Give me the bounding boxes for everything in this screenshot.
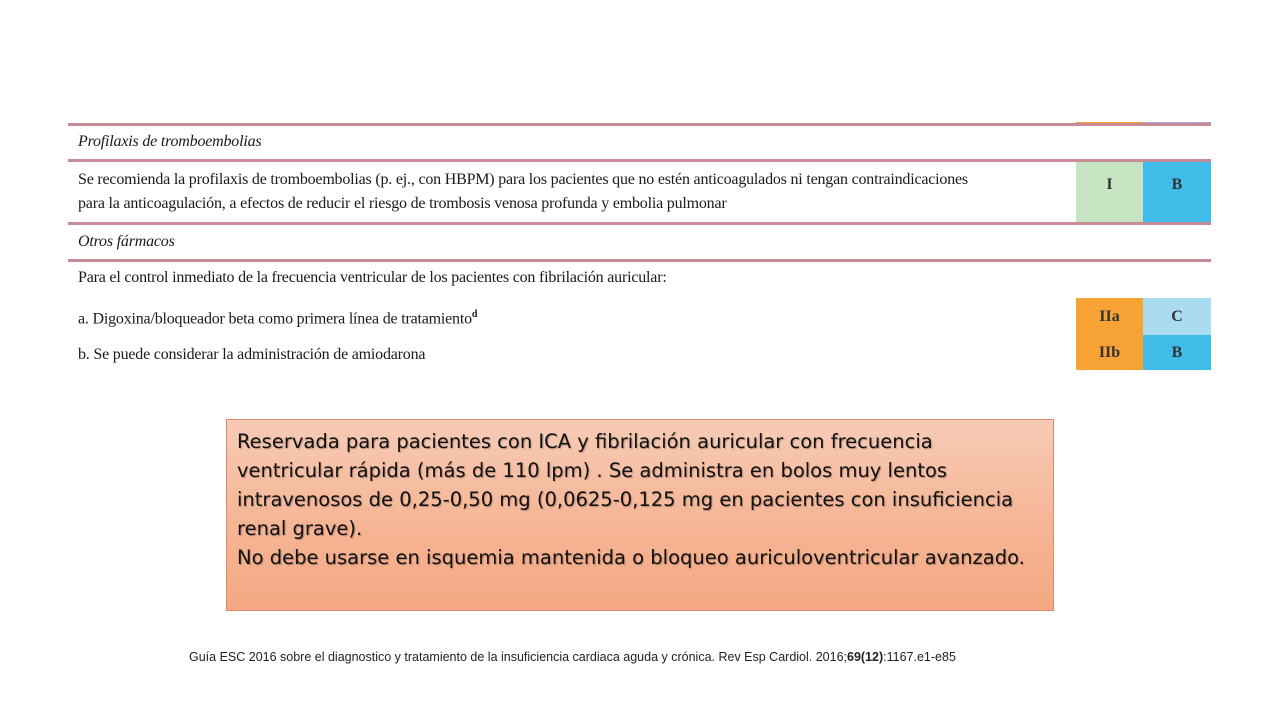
recommendation-b: b. Se puede considerar la administración de amiodarona bbox=[78, 346, 426, 363]
class-cell-I: I bbox=[1076, 162, 1143, 222]
note-paragraph-2: No debe usarse en isquemia mantenida o bloqueo auriculoventricular avanzado. bbox=[237, 546, 1025, 569]
section-title-other-drugs: Otros fármacos bbox=[78, 233, 175, 250]
recommendation-intro: Para el control inmediato de la frecuencia ventricular de los pacientes con fibrilación auricular: bbox=[78, 269, 667, 286]
recommendation-a-row bbox=[78, 309, 477, 328]
note-paragraph-1: Reservada para pacientes con ICA y fibrilación auricular con frecuencia ventricular rápida (más de 110 lpm) . Se administra en bolos muy lentos intravenosos de 0,25-0,50 mg (0,0625-0,125 mg en pacientes con insuficiencia renal grave). bbox=[237, 430, 1014, 540]
level-cell-B-amiodarone: B bbox=[1143, 335, 1211, 370]
recommendation-thromboprophylaxis-line2: para la anticoagulación, a efectos de reducir el riesgo de trombosis venosa profunda y embolia pulmonar bbox=[78, 195, 727, 212]
level-cell-C: C bbox=[1143, 298, 1211, 335]
digoxin-note-box bbox=[226, 419, 1054, 611]
table-rule bbox=[68, 123, 1211, 126]
citation-volume: 69(12) bbox=[847, 650, 884, 664]
recommendation-a: a. Digoxina/bloqueador beta como primera línea de tratamiento bbox=[78, 310, 472, 328]
level-cell-B: B bbox=[1143, 162, 1211, 222]
recommendation-thromboprophylaxis-line1: Se recomienda la profilaxis de tromboembolias (p. ej., con HBPM) para los pacientes que no estén anticoagulados ni tengan contraindicaciones bbox=[78, 171, 968, 188]
table-rule bbox=[68, 159, 1211, 162]
table-rule bbox=[68, 222, 1211, 225]
class-cell-IIb: IIb bbox=[1076, 335, 1143, 370]
citation-text: Guía ESC 2016 sobre el diagnostico y tratamiento de la insuficiencia cardiaca aguda y crónica. Rev Esp Cardiol. 2016; bbox=[189, 650, 848, 664]
citation-pages: :1167.e1-e85 bbox=[883, 650, 956, 664]
footnote-marker: d bbox=[471, 309, 478, 320]
citation bbox=[189, 650, 956, 664]
table-rule bbox=[68, 259, 1211, 262]
recommendations-table bbox=[68, 122, 1211, 370]
class-cell-IIa: IIa bbox=[1076, 298, 1143, 335]
section-title-thromboembolism: Profilaxis de tromboembolias bbox=[78, 133, 262, 150]
